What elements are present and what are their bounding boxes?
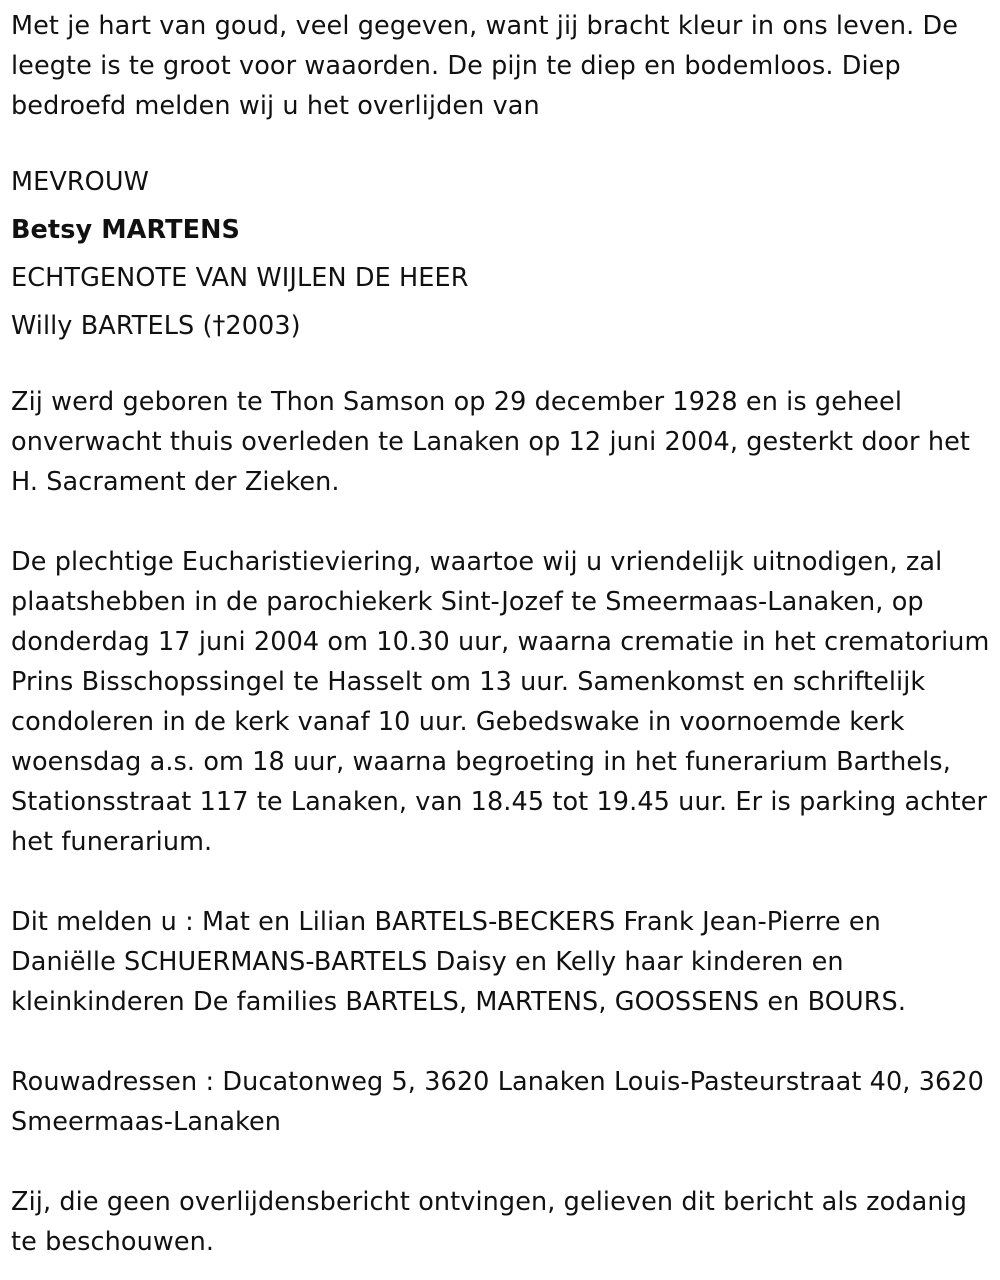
- spouse-line: Willy BARTELS (†2003): [11, 311, 301, 341]
- intro-paragraph: Met je hart van goud, veel gegeven, want jij bracht kleur in ons leven. De leegte is te groot voor waaorden. De pijn te diep en bodemloos. Diep bedroefd melden wij u het overlijden van: [11, 11, 959, 121]
- spacer: [11, 350, 990, 382]
- spacer: [11, 126, 990, 158]
- family-paragraph: Dit melden u : Mat en Lilian BARTELS-BECKERS Frank Jean-Pierre en Daniëlle SCHUERMANS-BARTELS Daisy en Kelly haar kinderen en kleinkinderen De families BARTELS, MARTENS, GOOSSENS en BOURS.: [11, 907, 907, 1017]
- spacer: [11, 502, 990, 542]
- honorific: MEVROUW: [11, 167, 149, 197]
- closing-paragraph: Zij, die geen overlijdensbericht ontvingen, gelieven dit bericht als zodanig te beschouwen.: [11, 1187, 968, 1257]
- relation-line: ECHTGENOTE VAN WIJLEN DE HEER: [11, 263, 469, 293]
- deceased-name: Betsy MARTENS: [11, 215, 241, 245]
- spacer: [11, 1142, 990, 1182]
- ceremony-paragraph: De plechtige Eucharistieviering, waartoe wij u vriendelijk uitnodigen, zal plaatshebben in de parochiekerk Sint-Jozef te Smeermaas-Lanaken, op donderdag 17 juni 2004 om 10.30 uur, waarna crematie in het crematorium Prins Bisschopssingel te Hasselt om 13 uur. Samenkomst en schriftelijk condoleren in de kerk vanaf 10 uur. Gebedswake in voornoemde kerk woensdag a.s. om 18 uur, waarna begroeting in het funerarium Barthels, Stationsstraat 117 te Lanaken, van 18.45 tot 19.45 uur. Er is parking achter het funerarium.: [11, 547, 990, 857]
- spacer: [11, 1022, 990, 1062]
- spacer: [11, 862, 990, 902]
- addresses-paragraph: Rouwadressen : Ducatonweg 5, 3620 Lanaken Louis-Pasteurstraat 40, 3620 Smeermaas-Lanaken: [11, 1067, 984, 1137]
- birth-death-paragraph: Zij werd geboren te Thon Samson op 29 december 1928 en is geheel onverwacht thuis overleden te Lanaken op 12 juni 2004, gesterkt door het H. Sacrament der Zieken.: [11, 387, 970, 497]
